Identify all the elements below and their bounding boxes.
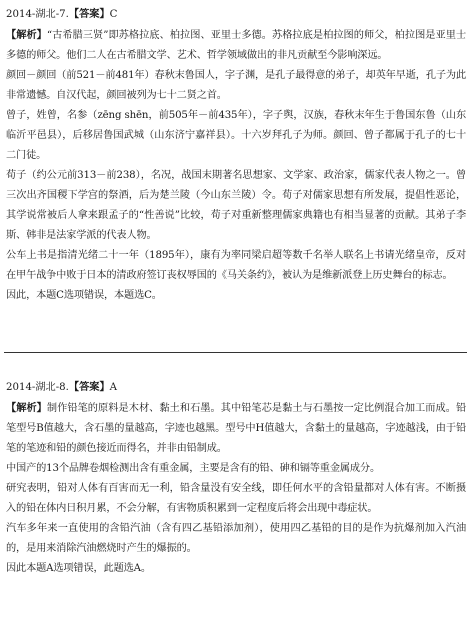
analysis-paragraph: 【解析】“古希腊三贤”即苏格拉底、柏拉图、亚里士多德。苏格拉底是柏拉图的师父，柏拉图是亚里士多德的师父。他们二人在古希腊文学、艺术、哲学领域做出的非凡贡献至今影响深远。 — [6, 29, 466, 61]
analysis-paragraph: 【解析】制作铅笔的原料是木材、黏土和石墨。其中铅笔芯是黏土与石墨按一定比例混合加工而成。铅笔型号B值越大，含石墨的量越高，字迹也越黑。型号中H值越大，含黏土的量越高，字迹越浅，由于铅笔的笔迹和铅的颜色接近而得名，并非由铅制成。 — [6, 402, 466, 454]
answer-tag: 【答案】 — [68, 381, 110, 393]
paragraph-lead-health: 研究表明，铅对人体有百害而无一利，铅含量没有安全线，即任何水平的含铅量都对人体有害。不断摄入的铅在体内日积月累，不会分解，有害物质积累到一定程度后将会出现中毒症状。 — [6, 483, 466, 514]
question-7-header — [6, 4, 466, 25]
question-8-id: 2014-湖北-8. — [6, 382, 69, 393]
answer-tag: 【答案】 — [68, 8, 110, 20]
question-7-id: 2014-湖北-7. — [6, 9, 69, 20]
paragraph-zeng-zi: 曾子，姓曾，名参（zēng shēn，前505年－前435年），字子舆，汉族，春秋末年生于鲁国东鲁（山东临沂平邑县），后移居鲁国武城（山东济宁嘉祥县）。十六岁拜孔子为师。颜回、曾子都属于孔子的七十二门徒。 — [6, 110, 466, 161]
question-8-block — [6, 377, 466, 579]
analysis-tag: 【解析】 — [6, 29, 47, 41]
paragraph-xun-zi: 荀子（约公元前313－前238），名况，战国末期著名思想家、文学家、政治家，儒家代表人物之一。曾三次出齐国稷下学宫的祭酒，后为楚兰陵（今山东兰陵）令。荀子对儒家思想有所发展，提倡性恶论，其学说常被后人拿来跟孟子的“性善说”比较，荀子对重新整理儒家典籍也有相当显著的贡献。其弟子李斯、韩非是法家学派的代表人物。 — [6, 170, 466, 241]
answer-value: A — [109, 382, 118, 393]
paragraph-yan-hui: 颜回－颜回（前521－前481年）春秋末鲁国人，字子渊，是孔子最得意的弟子，却英年早逝，孔子为此非常遗憾。自汉代起，颜回被列为七十二贤之首。 — [6, 70, 466, 101]
paragraph-cigarettes: 中国产的13个品牌卷烟检测出含有重金属，主要是含有的铅、砷和镉等重金属成分。 — [6, 463, 381, 474]
analysis-tag: 【解析】 — [6, 402, 47, 414]
paragraph-gongche-shangshu: 公车上书是指清光绪二十一年（1895年），康有为率同梁启超等数千名举人联名上书请光绪皇帝，反对在甲午战争中败于日本的清政府签订丧权辱国的《马关条约》，被认为是维新派登上历史舞台的标志。 — [6, 250, 466, 281]
answer-value: C — [109, 9, 118, 20]
paragraph-leaded-gasoline: 汽车多年来一直使用的含铅汽油（含有四乙基铅添加剂），使用四乙基铅的目的是作为抗爆剂加入汽油的，是用来消除汽油燃烧时产生的爆振的。 — [6, 523, 466, 554]
conclusion-paragraph: 因此本题A选项错误，此题选A。 — [6, 563, 151, 574]
conclusion-paragraph: 因此，本题C选项错误，本题选C。 — [6, 290, 162, 301]
section-divider — [4, 352, 467, 353]
question-8-header — [6, 377, 466, 398]
question-7-block — [6, 4, 466, 306]
